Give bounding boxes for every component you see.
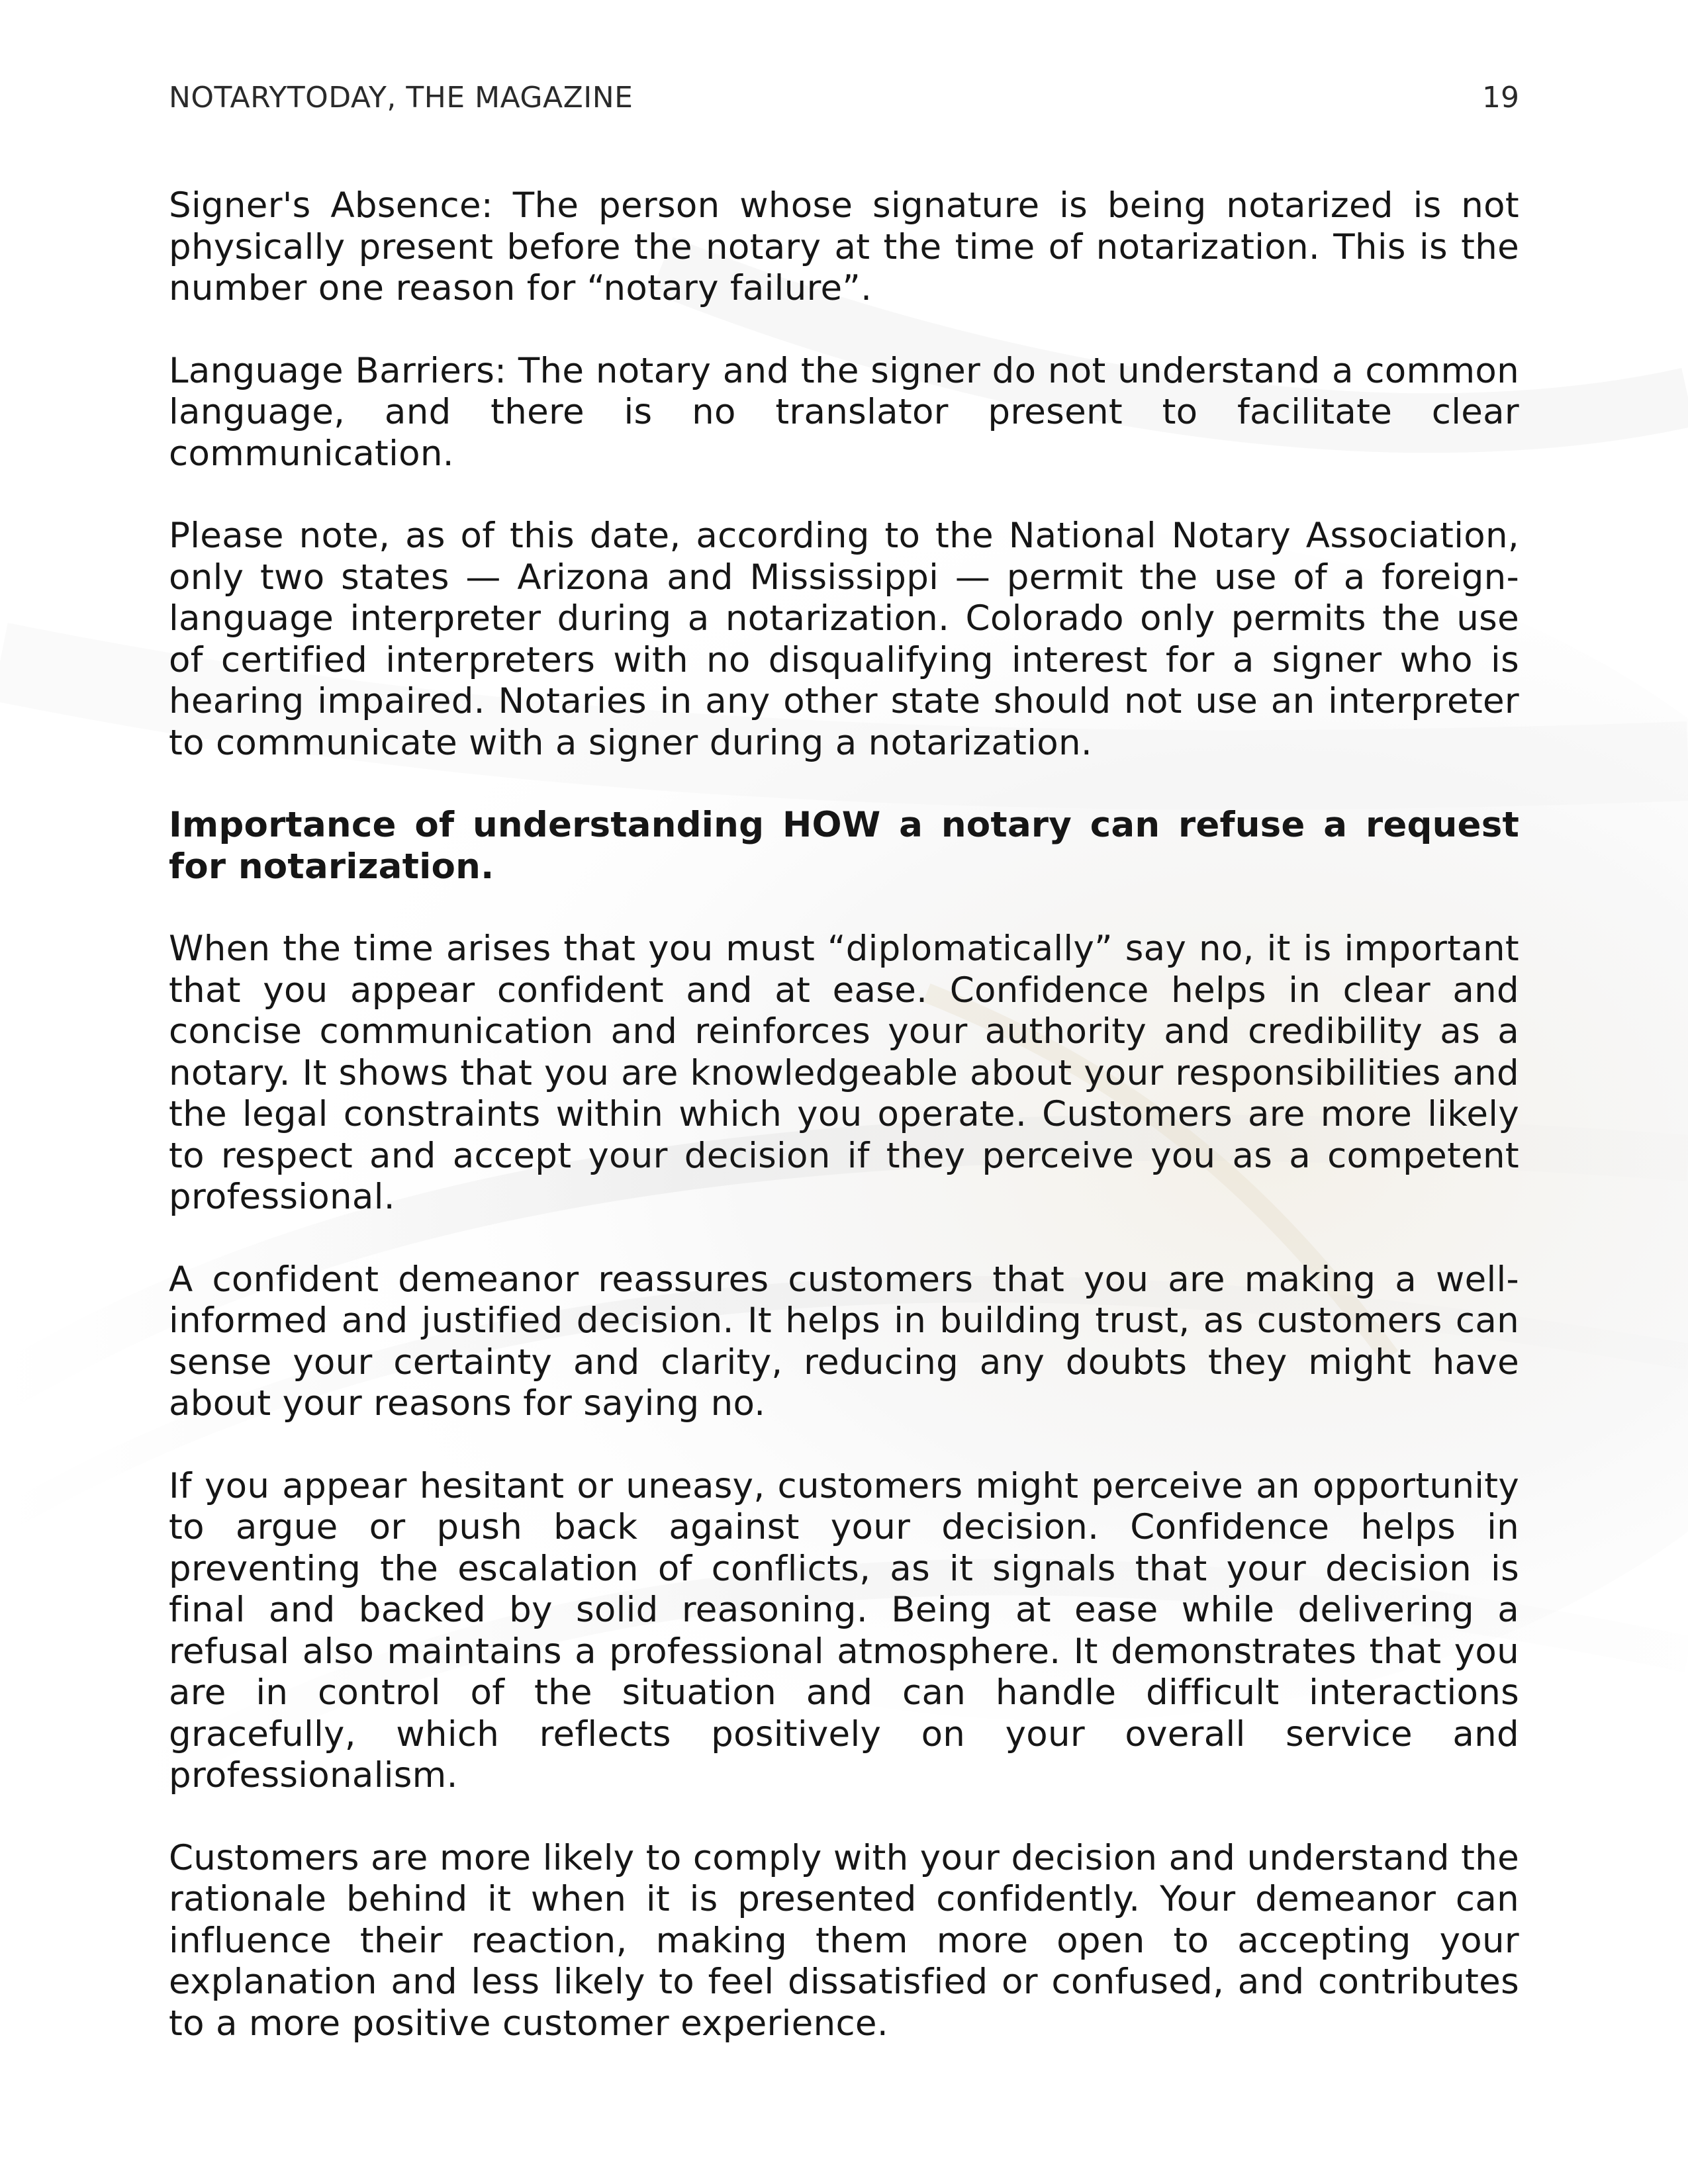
magazine-name: NOTARYTODAY, THE MAGAZINE — [169, 81, 633, 114]
section-heading: Importance of understanding HOW a notary can refuse a request for notarization. — [169, 805, 1519, 887]
paragraph-signers-absence: Signer's Absence: The person whose signature is being notarized is not physically present before the notary at the time of notarization. This is the number one reason for “notary failure”. — [169, 185, 1519, 308]
paragraph-demeanor: A confident demeanor reassures customers that you are making a well-informed and justified decision. It helps in building trust, as customers can sense your certainty and clarity, reducing any doubts they might have about your reasons for saying no. — [169, 1259, 1519, 1424]
paragraph-interpreter-note: Please note, as of this date, according to the National Notary Association, only two states — Arizona and Mississippi — permit the use of a foreign-language interpreter during a notarization. Colorado only permits the use of certified interpreters with no disqualifying interest for a signer who is hearing impaired. Notaries in any other state should not use an interpreter to communicate with a signer during a notarization. — [169, 516, 1519, 763]
paragraph-confidence: When the time arises that you must “diplomatically” say no, it is important that you appear confident and at ease. Confidence helps in clear and concise communication and reinforces your authority and credibility as a notary. It shows that you are knowledgeable about your responsibilities and the legal constraints within which you operate. Customers are more likely to respect and accept your decision if they perceive you as a competent professional. — [169, 929, 1519, 1217]
paragraph-hesitation: If you appear hesitant or uneasy, customers might perceive an opportunity to argue or push back against your decision. Confidence helps in preventing the escalation of conflicts, as it signals that your decision is final and backed by solid reasoning. Being at ease while delivering a refusal also maintains a professional atmosphere. It demonstrates that you are in control of the situation and can handle difficult interactions gracefully, which reflects positively on your overall service and professionalism. — [169, 1465, 1519, 1796]
paragraph-language-barriers: Language Barriers: The notary and the signer do not understand a common language, and there is no translator present to facilitate clear communication. — [169, 350, 1519, 474]
article-body — [169, 185, 1519, 2085]
page-header — [169, 78, 1519, 118]
page-number: 19 — [1482, 81, 1519, 114]
paragraph-compliance: Customers are more likely to comply with your decision and understand the rationale behind it when it is presented confidently. Your demeanor can influence their reaction, making them more open to accepting your explanation and less likely to feel dissatisfied or confused, and contributes to a more positive customer experience. — [169, 1837, 1519, 2044]
